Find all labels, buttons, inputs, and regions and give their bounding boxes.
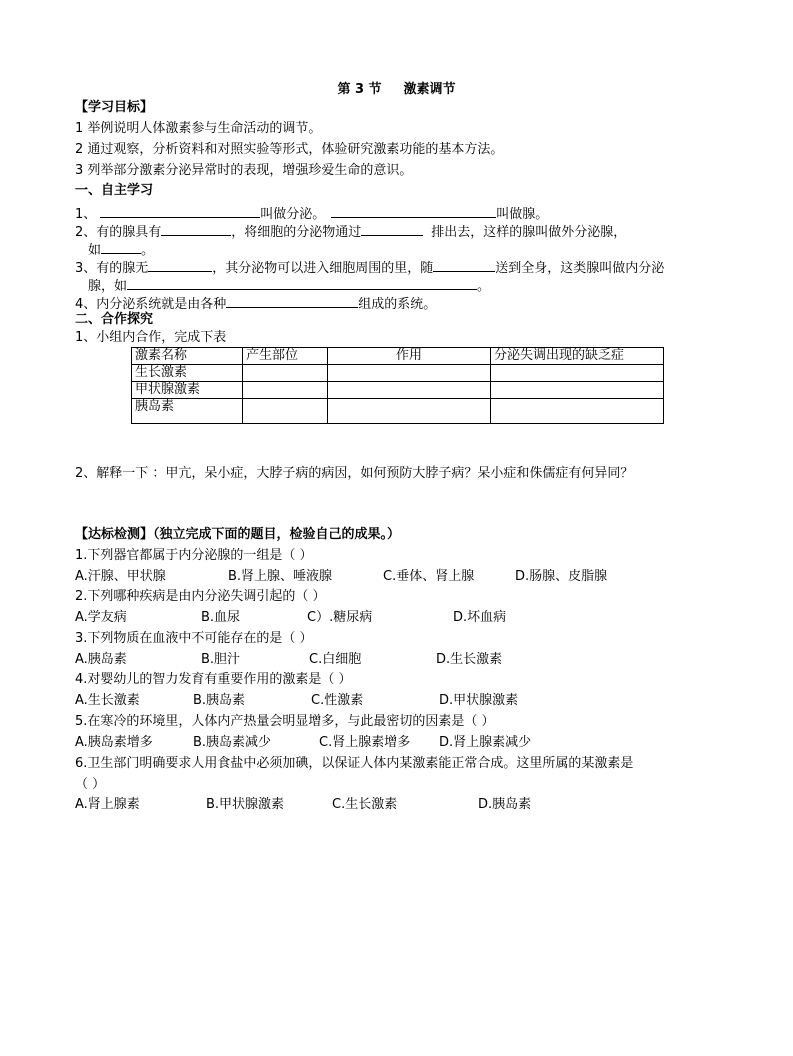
part1-q2 bbox=[75, 222, 626, 241]
part1-q2-cont bbox=[88, 240, 154, 259]
objectives-heading: 【学习目标】 bbox=[75, 100, 154, 115]
question-1-options bbox=[75, 569, 607, 585]
option[interactable]: B.肾上腺、唾液腺 bbox=[228, 569, 333, 584]
question-3: 3.下列物质在血液中不可能存在的是（ ） bbox=[75, 631, 313, 646]
option[interactable]: C.垂体、肾上腺 bbox=[383, 569, 475, 584]
option[interactable]: B.胰岛素 bbox=[193, 693, 246, 708]
q3-text-a: 3、有的腺无 bbox=[75, 261, 149, 276]
blank bbox=[361, 222, 423, 236]
option[interactable]: A.生长激素 bbox=[75, 693, 140, 708]
table-cell: 生长激素 bbox=[132, 365, 243, 382]
blank bbox=[127, 276, 477, 290]
option[interactable]: D.坏血病 bbox=[453, 610, 507, 625]
option[interactable]: B.甲状腺激素 bbox=[206, 797, 285, 812]
blank bbox=[161, 222, 231, 236]
table-row bbox=[132, 399, 664, 424]
table-row bbox=[132, 365, 664, 382]
option[interactable]: A.学友病 bbox=[75, 610, 127, 625]
question-4: 4.对婴幼儿的智力发育有重要作用的激素是（ ） bbox=[75, 672, 352, 687]
part2-heading: 二、合作探究 bbox=[75, 312, 154, 327]
option[interactable]: D.甲状腺激素 bbox=[439, 693, 519, 708]
q1-text-a: 叫做分泌。 bbox=[260, 207, 326, 222]
table-header: 作用 bbox=[328, 348, 491, 365]
question-2: 2.下列哪种疾病是由内分泌失调引起的（ ） bbox=[75, 589, 326, 604]
table-header: 分泌失调出现的缺乏症 bbox=[491, 348, 664, 365]
q2-text-e: 。 bbox=[141, 243, 155, 258]
option[interactable]: D.生长激素 bbox=[436, 652, 503, 667]
q4-text-b: 组成的系统。 bbox=[358, 297, 437, 312]
part1-q4 bbox=[75, 294, 436, 313]
part2-q2: 2、解释一下 ：甲亢，呆小症，大脖子病的病因，如何预防大脖子病？呆小症和侏儒症有何异同？ bbox=[75, 466, 634, 481]
q1-text-b: 叫做腺。 bbox=[496, 207, 549, 222]
q2-text-c: 排出去，这样的腺叫做外分泌腺， bbox=[431, 225, 627, 240]
q3-text-b: ，其分泌物可以进入细胞周围的里，随 bbox=[212, 261, 434, 276]
part2-q1: 1、小组内合作，完成下表 bbox=[75, 330, 227, 345]
part1-heading: 一、自主学习 bbox=[75, 183, 154, 198]
blank bbox=[331, 204, 496, 218]
q2-text-d: 如 bbox=[88, 243, 102, 258]
question-5-options bbox=[75, 735, 531, 751]
blank bbox=[226, 294, 358, 308]
option[interactable]: C.性激素 bbox=[311, 693, 364, 708]
objective-item: 1 举例说明人体激素参与生命活动的调节。 bbox=[75, 121, 322, 136]
question-6-options bbox=[75, 797, 531, 813]
question-6-answer-bracket: （ ） bbox=[75, 777, 106, 792]
option[interactable]: C.肾上腺素增多 bbox=[319, 735, 411, 750]
option[interactable]: D.胰岛素 bbox=[478, 797, 532, 812]
table-cell-empty[interactable] bbox=[243, 399, 328, 424]
question-4-options bbox=[75, 693, 518, 709]
option[interactable]: B.血尿 bbox=[201, 610, 241, 625]
option[interactable]: D.肾上腺素减少 bbox=[439, 735, 532, 750]
table-cell: 甲状腺激素 bbox=[132, 382, 243, 399]
hormone-table bbox=[131, 347, 664, 424]
table-cell-empty[interactable] bbox=[328, 382, 491, 399]
option[interactable]: D.肠腺、皮脂腺 bbox=[515, 569, 608, 584]
table-cell-empty[interactable] bbox=[491, 399, 664, 424]
part1-q1 bbox=[75, 204, 548, 223]
part1-q3-cont bbox=[88, 276, 490, 295]
q4-text-a: 4、内分泌系统就是由各种 bbox=[75, 297, 227, 312]
section-name: 激素调节 bbox=[403, 82, 456, 97]
q2-text-b: ，将细胞的分泌物通过 bbox=[231, 225, 362, 240]
q2-text-a: 2、有的腺具有 bbox=[75, 225, 162, 240]
option[interactable]: A.胰岛素增多 bbox=[75, 735, 153, 750]
option[interactable]: B.胆汁 bbox=[201, 652, 241, 667]
table-cell-empty[interactable] bbox=[243, 365, 328, 382]
table-cell-empty[interactable] bbox=[491, 365, 664, 382]
option[interactable]: A.胰岛素 bbox=[75, 652, 127, 667]
q3-text-c: 送到全身，这类腺叫做内分泌 bbox=[495, 261, 665, 276]
question-2-options bbox=[75, 610, 506, 626]
table-cell-empty[interactable] bbox=[328, 365, 491, 382]
blank bbox=[148, 258, 212, 272]
blank bbox=[433, 258, 495, 272]
table-cell: 胰岛素 bbox=[132, 399, 243, 424]
table-header: 产生部位 bbox=[243, 348, 328, 365]
q3-text-d: 腺，如 bbox=[88, 279, 128, 294]
section-number: 第 3 节 bbox=[337, 82, 382, 97]
objective-item: 3 列举部分激素分泌异常时的表现，增强珍爱生命的意识。 bbox=[75, 163, 413, 178]
table-row bbox=[132, 382, 664, 399]
table-header: 激素名称 bbox=[132, 348, 243, 365]
q3-text-e: 。 bbox=[477, 279, 491, 294]
option[interactable]: C.生长激素 bbox=[332, 797, 398, 812]
option[interactable]: C）.糖尿病 bbox=[307, 610, 373, 625]
table-cell-empty[interactable] bbox=[243, 382, 328, 399]
option[interactable]: A.肾上腺素 bbox=[75, 797, 140, 812]
blank bbox=[101, 240, 141, 254]
table-cell-empty[interactable] bbox=[328, 399, 491, 424]
question-1: 1.下列器官都属于内分泌腺的一组是（ ） bbox=[75, 548, 313, 563]
question-3-options bbox=[75, 652, 502, 668]
option[interactable]: A.汗腺、甲状腺 bbox=[75, 569, 166, 584]
question-6: 6.卫生部门明确要求人用食盐中必须加碘，以保证人体内某激素能正常合成。这里所属的某激素是 bbox=[75, 756, 634, 771]
q1-number: 1、 bbox=[75, 207, 97, 222]
table-cell-empty[interactable] bbox=[491, 382, 664, 399]
page-title bbox=[0, 78, 793, 97]
test-heading: 【达标检测】（独立完成下面的题目，检验自己的成果。） bbox=[75, 527, 401, 542]
question-5: 5.在寒冷的环境里，人体内产热量会明显增多，与此最密切的因素是（ ） bbox=[75, 714, 495, 729]
part1-q3 bbox=[75, 258, 664, 277]
objective-item: 2 通过观察，分析资料和对照实验等形式，体验研究激素功能的基本方法。 bbox=[75, 142, 504, 157]
option[interactable]: C.白细胞 bbox=[309, 652, 362, 667]
table-header-row bbox=[132, 348, 664, 365]
blank bbox=[100, 204, 260, 218]
option[interactable]: B.胰岛素减少 bbox=[193, 735, 272, 750]
